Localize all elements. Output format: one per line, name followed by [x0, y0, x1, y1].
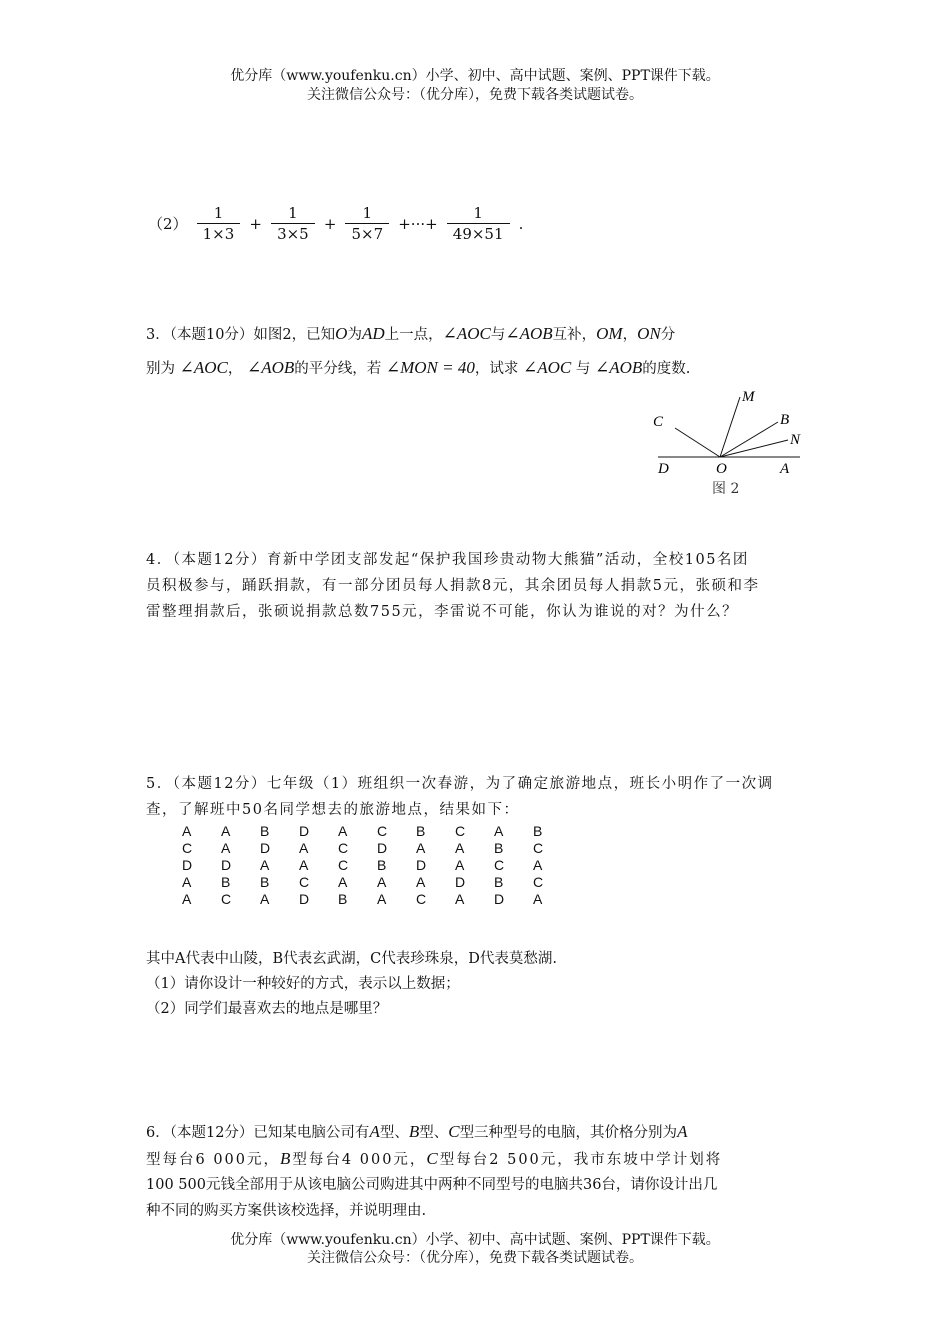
- q6-line-1: [146, 1120, 687, 1145]
- q2-part2-label: （2）: [148, 214, 188, 233]
- text: 台，请你设计出几: [601, 1177, 718, 1193]
- survey-cell: C: [338, 839, 349, 856]
- q6-line-4: 种不同的购买方案供该校选择，并说明理由.: [146, 1203, 427, 1219]
- survey-cell: C: [416, 890, 427, 907]
- period: .: [518, 214, 524, 233]
- fraction-term-4: [447, 203, 510, 244]
- text: 型、: [419, 1125, 449, 1141]
- footer-line-2: 关注微信公众号：（优分库），免费下载各类试题试卷。: [307, 1250, 643, 1266]
- text: 型每台: [292, 1152, 342, 1168]
- text: 3．（本题10分）如图2，已知: [146, 327, 336, 343]
- fraction-term-3: [345, 203, 389, 244]
- numerator: 1: [197, 203, 241, 224]
- var-c: C: [448, 1122, 460, 1141]
- survey-cell: D: [221, 856, 232, 873]
- angle-mon-equation: ∠MON = 40: [385, 358, 475, 377]
- q2-part2-expression: [146, 203, 525, 244]
- survey-cell: A: [221, 822, 231, 839]
- survey-cell: A: [416, 839, 426, 856]
- text: 6．（本题12分）已知某电脑公司有: [146, 1125, 370, 1141]
- survey-cell: D: [182, 856, 193, 873]
- survey-cell: B: [260, 873, 270, 890]
- denominator: 3×5: [277, 225, 309, 243]
- line-ad: AD: [361, 324, 385, 343]
- survey-cell: C: [494, 856, 505, 873]
- denominator: 49×51: [452, 225, 504, 243]
- q4-line-2: 员积极参与，踊跃捐款，有一部分团员每人捐款8元，其余团员每人捐款5元，张硕和李: [146, 578, 760, 594]
- survey-cell: A: [533, 890, 543, 907]
- survey-row: [182, 873, 572, 890]
- angle-aoc: ∠AOC: [522, 358, 572, 377]
- price-b: 4 000: [341, 1152, 394, 1168]
- survey-cell: A: [377, 890, 387, 907]
- text: 与: [490, 327, 506, 343]
- survey-cell: A: [416, 873, 426, 890]
- survey-cell: A: [338, 822, 348, 839]
- ray-om: [720, 397, 740, 457]
- text: ，试求: [474, 361, 519, 377]
- survey-cell: B: [260, 822, 270, 839]
- text: 的度数.: [642, 361, 691, 377]
- plus-sign: +: [323, 214, 337, 233]
- angle-aob: ∠AOB: [594, 358, 643, 377]
- survey-cell: A: [299, 856, 309, 873]
- label-o: O: [716, 461, 727, 477]
- text: 的平分线，若: [294, 361, 382, 377]
- label-c: C: [653, 414, 664, 430]
- survey-cell: D: [299, 890, 310, 907]
- angle-aoc: ∠AOC: [179, 358, 228, 377]
- text: 上一点，: [384, 327, 443, 343]
- total-money: 100 500: [146, 1177, 206, 1193]
- survey-cell: B: [377, 856, 387, 873]
- survey-cell: A: [455, 890, 465, 907]
- survey-cell: A: [260, 890, 270, 907]
- ray-om: OM: [596, 324, 623, 343]
- survey-cell: A: [299, 839, 309, 856]
- survey-cell: A: [221, 839, 231, 856]
- survey-cell: A: [338, 873, 348, 890]
- text: 元钱全部用于从该电脑公司购进其中两种不同型号的电脑共: [205, 1177, 583, 1193]
- survey-cell: D: [377, 839, 388, 856]
- survey-cell: B: [416, 822, 426, 839]
- text: 型每台: [146, 1152, 196, 1168]
- survey-row: [182, 890, 572, 907]
- q3-line-2: 别为 ∠AOC， ∠AOB的平分线，若 ∠MON = 40，试求 ∠AOC 与 ∠AOB的度数.: [146, 358, 691, 377]
- survey-row: [182, 839, 572, 856]
- survey-cell: C: [377, 822, 388, 839]
- survey-cell: C: [221, 890, 232, 907]
- ray-on: ON: [637, 324, 661, 343]
- plus-sign: +: [249, 214, 262, 233]
- survey-cell: C: [338, 856, 349, 873]
- survey-cell: A: [455, 839, 465, 856]
- q4-line-3: 雷整理捐款后，张硕说捐款总数755元，李雷说不可能，你认为谁说的对？为什么？: [146, 604, 739, 620]
- var-b: B: [280, 1149, 293, 1168]
- numerator: 1: [271, 203, 315, 224]
- q5-legend: 其中A代表中山陵，B代表玄武湖，C代表珍珠泉，D代表莫愁湖.: [146, 951, 557, 967]
- text: 元，: [393, 1152, 427, 1168]
- text: 型三种型号的电脑，其价格分别为: [459, 1125, 678, 1141]
- denominator: 5×7: [351, 225, 384, 243]
- footer-line-1: 优分库（www.youfenku.cn）小学、初中、高中试题、案例、PPT课件下载。: [230, 1232, 720, 1248]
- ray-oc: [675, 428, 720, 457]
- survey-cell: C: [533, 839, 544, 856]
- survey-cell: D: [260, 839, 271, 856]
- q5-sub-1: （1）请你设计一种较好的方式，表示以上数据；: [146, 976, 460, 992]
- label-d: D: [658, 461, 669, 477]
- label-a: A: [780, 461, 790, 477]
- fraction-term-2: [271, 203, 315, 244]
- q5-sub-2: （2）同学们最喜欢去的地点是哪里？: [146, 1001, 388, 1017]
- fraction-term-1: [197, 203, 241, 244]
- survey-cell: B: [221, 873, 231, 890]
- survey-cell: A: [533, 856, 543, 873]
- text: 分: [660, 327, 676, 343]
- text: ，: [622, 327, 638, 343]
- q6-line-2: [146, 1147, 722, 1172]
- text: 型每台: [439, 1152, 490, 1168]
- survey-cell: A: [260, 856, 270, 873]
- price-a: 6 000: [195, 1152, 248, 1168]
- survey-cell: C: [455, 822, 466, 839]
- survey-cell: A: [494, 822, 504, 839]
- survey-cell: A: [377, 873, 387, 890]
- price-c: 2 500: [489, 1152, 541, 1168]
- q4-line-1: 4．（本题12分）育新中学团支部发起“保护我国珍贵动物大熊猫”活动，全校105名团: [146, 552, 749, 568]
- figure-caption: 图 2: [712, 481, 740, 497]
- q5-line-1: 5．（本题12分）七年级（1）班组织一次春游，为了确定旅游地点，班长小明作了一次调: [146, 776, 774, 792]
- survey-row: [182, 856, 572, 873]
- survey-cell: C: [299, 873, 310, 890]
- point-o: O: [335, 324, 348, 343]
- text: 元，我市东坡中学计划将: [540, 1152, 723, 1168]
- text: 为: [347, 327, 362, 343]
- survey-row: [182, 822, 572, 839]
- ellipsis-plus: +···+: [398, 214, 438, 233]
- text: 元，: [247, 1152, 281, 1168]
- survey-cell: C: [182, 839, 193, 856]
- text: 型、: [379, 1125, 409, 1141]
- survey-cell: C: [533, 873, 544, 890]
- label-m: M: [742, 389, 755, 405]
- label-b: B: [780, 412, 790, 428]
- text: 互补，: [552, 327, 597, 343]
- survey-cell: A: [182, 822, 192, 839]
- survey-cell: B: [338, 890, 348, 907]
- var-a: A: [677, 1122, 688, 1141]
- ray-ob: [720, 422, 778, 457]
- q5-line-2: 查，了解班中50名同学想去的旅游地点，结果如下：: [146, 802, 520, 818]
- text: 与: [575, 361, 591, 377]
- numerator: 1: [345, 203, 389, 224]
- angle-aoc: ∠AOC: [442, 324, 491, 343]
- survey-results-grid: [182, 822, 572, 907]
- survey-cell: D: [416, 856, 427, 873]
- survey-cell: B: [533, 822, 543, 839]
- denominator: 1×3: [202, 225, 235, 243]
- angle-aob: ∠AOB: [505, 324, 553, 343]
- angle-aob: ∠AOB: [246, 358, 295, 377]
- numerator: 1: [447, 203, 510, 224]
- survey-cell: D: [299, 822, 310, 839]
- count-36: 36: [582, 1177, 602, 1193]
- figure-2: [640, 385, 820, 500]
- survey-cell: A: [182, 873, 192, 890]
- survey-cell: A: [455, 856, 465, 873]
- ray-on: [720, 440, 788, 457]
- survey-cell: D: [494, 890, 505, 907]
- survey-cell: B: [494, 839, 504, 856]
- var-a: A: [369, 1122, 380, 1141]
- survey-cell: B: [494, 873, 504, 890]
- var-b: B: [408, 1122, 420, 1141]
- survey-cell: A: [182, 890, 192, 907]
- header-line-2: 关注微信公众号：（优分库），免费下载各类试题试卷。: [307, 87, 643, 103]
- q3-line-1: [146, 322, 675, 347]
- header-line-1: 优分库（www.youfenku.cn）小学、初中、高中试题、案例、PPT课件下载。: [230, 68, 720, 84]
- survey-cell: D: [455, 873, 466, 890]
- var-c: C: [426, 1149, 440, 1168]
- q6-line-3: [146, 1173, 717, 1197]
- label-n: N: [790, 432, 801, 448]
- text: 别为: [146, 361, 175, 377]
